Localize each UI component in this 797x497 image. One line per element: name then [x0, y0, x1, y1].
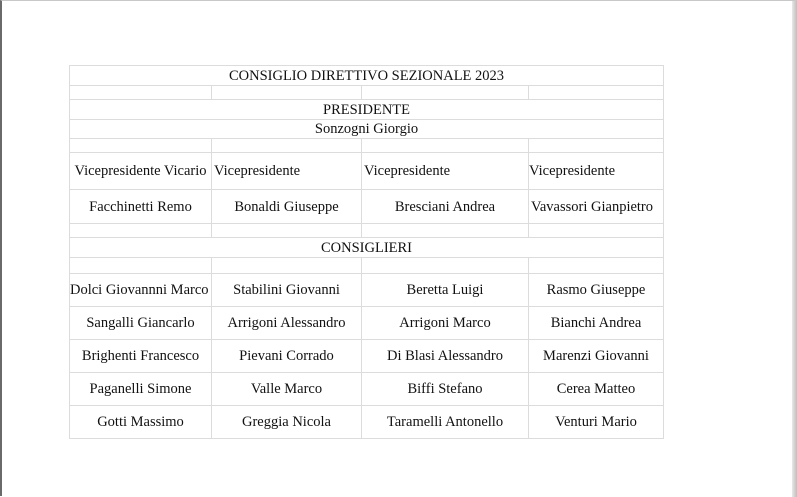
consigliere-name: Beretta Luigi [362, 274, 529, 307]
empty-cell [362, 224, 529, 238]
empty-cell [212, 86, 362, 100]
vice-header: Vicepresidente [212, 153, 362, 190]
empty-cell [212, 258, 362, 274]
consigliere-name: Greggia Nicola [212, 406, 362, 439]
vice-name: Bresciani Andrea [362, 190, 529, 224]
vice-name: Facchinetti Remo [70, 190, 212, 224]
consigliere-name: Arrigoni Alessandro [212, 307, 362, 340]
empty-cell [362, 258, 529, 274]
consigliere-name: Brighenti Francesco [70, 340, 212, 373]
consigliere-name: Bianchi Andrea [529, 307, 664, 340]
vice-header: Vicepresidente [529, 153, 664, 190]
consigliere-name: Paganelli Simone [70, 373, 212, 406]
vice-name: Bonaldi Giuseppe [212, 190, 362, 224]
consigliere-name: Dolci Giovannni Marco [70, 274, 212, 307]
consigliere-name: Sangalli Giancarlo [70, 307, 212, 340]
vice-header-vicario: Vicepresidente Vicario [70, 153, 212, 190]
spreadsheet-area [69, 65, 664, 439]
consigliere-name: Pievani Corrado [212, 340, 362, 373]
empty-cell [362, 139, 529, 153]
presidente-name: Sonzogni Giorgio [70, 120, 664, 139]
empty-cell [529, 258, 664, 274]
consigliere-name: Marenzi Giovanni [529, 340, 664, 373]
consigliere-name: Stabilini Giovanni [212, 274, 362, 307]
consigliere-name: Arrigoni Marco [362, 307, 529, 340]
consigliere-name: Cerea Matteo [529, 373, 664, 406]
empty-cell [529, 224, 664, 238]
empty-cell [70, 258, 212, 274]
empty-cell [362, 86, 529, 100]
vice-name: Vavassori Gianpietro [529, 190, 664, 224]
consigliere-name: Rasmo Giuseppe [529, 274, 664, 307]
consigliere-name: Valle Marco [212, 373, 362, 406]
document-title: CONSIGLIO DIRETTIVO SEZIONALE 2023 [70, 66, 664, 86]
empty-cell [70, 224, 212, 238]
empty-cell [529, 139, 664, 153]
consigliere-name: Venturi Mario [529, 406, 664, 439]
empty-cell [212, 224, 362, 238]
presidente-heading: PRESIDENTE [70, 100, 664, 120]
empty-cell [529, 86, 664, 100]
consigliere-name: Biffi Stefano [362, 373, 529, 406]
council-table [69, 65, 664, 439]
consigliere-name: Taramelli Antonello [362, 406, 529, 439]
consiglieri-heading: CONSIGLIERI [70, 238, 664, 258]
consigliere-name: Di Blasi Alessandro [362, 340, 529, 373]
consigliere-name: Gotti Massimo [70, 406, 212, 439]
empty-cell [70, 86, 212, 100]
empty-cell [70, 139, 212, 153]
vice-header: Vicepresidente [362, 153, 529, 190]
empty-cell [212, 139, 362, 153]
